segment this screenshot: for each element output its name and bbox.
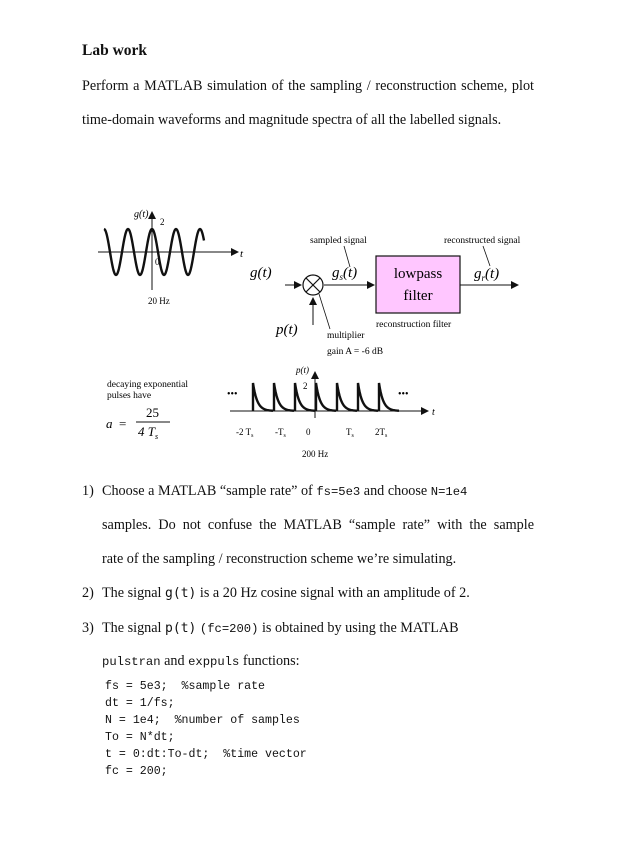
- gs-label: $g_s(t)$: [332, 265, 358, 282]
- code-pulstran: pulstran: [102, 655, 161, 669]
- g-input-label: g(t): [250, 265, 272, 281]
- section-heading: Lab work: [82, 42, 148, 59]
- item-3: 3) The signal p(t) (fc=200) is obtained by using the MATLAB: [82, 620, 459, 636]
- lowpass-filter-block: [376, 256, 460, 313]
- sampling-reconstruction-diagram: [0, 190, 621, 470]
- p-amplitude-label: 2: [303, 381, 308, 391]
- code-exppuls: exppuls: [188, 655, 240, 669]
- intro-paragraph: Perform a MATLAB simulation of the sampling / reconstruction scheme, plot time-domain waveforms and magnitude spectra of all the labelled signals.: [82, 78, 534, 128]
- amplitude-label: 2: [160, 217, 165, 227]
- g-t-label: t: [240, 248, 244, 260]
- reconstruction-filter-label: reconstruction filter: [376, 320, 452, 330]
- tick-2ts: $2T_s$: [375, 427, 388, 439]
- right-ellipsis: •••: [398, 389, 409, 400]
- code-line: fs = 5e3; %sample rate: [105, 680, 266, 693]
- reconstructed-signal-label: reconstructed signal: [444, 236, 521, 246]
- lowpass-label-line2: filter: [403, 288, 433, 304]
- gr-label: $g_r(t)$: [474, 266, 500, 283]
- exponential-pulse-train: [253, 383, 399, 411]
- tick-ts: $T_s$: [346, 427, 354, 439]
- code-line: t = 0:dt:To-dt; %time vector: [105, 748, 307, 761]
- a-symbol: a: [106, 416, 113, 431]
- g-axis-label: g(t): [134, 209, 149, 220]
- multiplier-label: multiplier: [327, 331, 365, 341]
- code-n: N=1e4: [430, 485, 468, 499]
- g-math: g(t): [165, 586, 197, 601]
- code-line: fc = 200;: [105, 765, 168, 778]
- tick-minus-2ts: -2 $T_s$: [236, 427, 254, 439]
- item-1-line-3: rate of the sampling / reconstruction scheme we’re simulating.: [102, 551, 457, 567]
- g-zero-label: 0: [155, 257, 160, 267]
- p-frequency-label: 200 Hz: [302, 449, 329, 459]
- a-equals: =: [119, 416, 127, 431]
- decaying-label-line2: pulses have: [107, 391, 152, 401]
- gain-label: gain A = -6 dB: [327, 347, 384, 357]
- p-input-label: p(t): [276, 322, 298, 338]
- item-1: 1) Choose a MATLAB “sample rate” of fs=5e3 and choose N=1e4: [82, 483, 468, 499]
- p-axis-label: p(t): [296, 365, 309, 375]
- a-denominator: 4 $T_s$: [138, 424, 159, 441]
- lowpass-label-line1: lowpass: [393, 266, 443, 282]
- item-1-line-2: samples. Do not confuse the MATLAB “sample rate” with the sample: [102, 517, 534, 533]
- left-ellipsis: •••: [227, 389, 238, 400]
- decaying-label-line1: decaying exponential: [107, 380, 188, 390]
- tick-minus-ts: $-T_s$: [275, 427, 286, 439]
- g-frequency-label: 20 Hz: [148, 296, 170, 306]
- code-line: N = 1e4; %number of samples: [105, 714, 300, 727]
- p-math: p(t): [165, 621, 197, 636]
- item-3-line-2: pulstran and exppuls functions:: [102, 653, 300, 669]
- code-line: To = N*dt;: [105, 731, 175, 744]
- item-2: 2) The signal g(t) is a 20 Hz cosine signal with an amplitude of 2.: [82, 585, 470, 601]
- a-numerator: 25: [146, 405, 159, 420]
- p-t-label: t: [432, 407, 435, 418]
- code-fc: (fc=200): [199, 622, 259, 636]
- sampled-signal-label: sampled signal: [310, 236, 367, 246]
- code-line: dt = 1/fs;: [105, 697, 175, 710]
- code-fs: fs=5e3: [316, 485, 361, 499]
- tick-zero: 0: [306, 427, 311, 437]
